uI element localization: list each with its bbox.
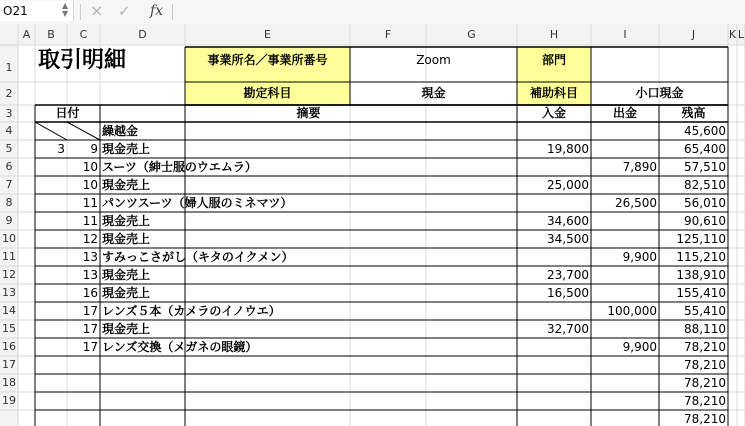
deposit-cell[interactable] [517,356,591,374]
row-header-17[interactable]: 17 [2,358,16,371]
withdrawal-cell[interactable] [591,392,659,410]
deposit-cell[interactable] [517,338,591,356]
balance-cell[interactable]: 45,600 [684,124,726,138]
column-header-g[interactable]: G [467,28,476,41]
day-cell[interactable]: 9 [90,142,98,156]
formula-bar [0,0,745,25]
description-cell[interactable]: 現金売上 [102,142,151,156]
deposit-cell[interactable]: 32,700 [547,322,589,336]
row-header-13[interactable]: 13 [2,286,16,299]
deposit-cell[interactable]: 19,800 [547,142,589,156]
row-header-10[interactable]: 10 [2,232,16,245]
column-header-j[interactable]: J [691,28,696,41]
withdrawal-cell[interactable] [591,140,659,158]
deposit-cell[interactable] [517,122,591,140]
month-cell[interactable]: 3 [57,142,65,156]
month-cell[interactable] [35,230,67,248]
deposit-cell[interactable] [517,374,591,392]
day-cell[interactable] [67,356,100,374]
withdrawal-cell[interactable]: 26,500 [615,196,657,210]
description-cell[interactable]: 現金売上 [102,232,151,246]
row-header-4[interactable]: 4 [5,124,13,137]
balance-cell[interactable]: 55,410 [684,304,726,318]
name-box-dropdown-icon[interactable]: ▲ ▼ [62,1,69,18]
month-cell[interactable] [35,338,67,356]
deposit-cell[interactable]: 34,500 [547,232,589,246]
deposit-cell[interactable] [517,194,591,212]
day-cell[interactable] [67,392,100,410]
day-cell[interactable]: 12 [82,232,98,246]
row-header-19[interactable]: 19 [2,394,16,407]
balance-cell[interactable]: 57,510 [684,160,726,174]
withdrawal-cell[interactable] [591,230,659,248]
balance-cell[interactable]: 56,010 [684,196,726,210]
date-header: 日付 [55,106,80,120]
row-header-14[interactable]: 14 [2,304,16,317]
withdrawal-cell[interactable]: 9,900 [622,340,657,354]
deposit-cell[interactable] [517,392,591,410]
balance-cell[interactable]: 78,210 [684,394,726,408]
deposit-cell[interactable]: 34,600 [547,214,589,228]
month-cell[interactable] [35,122,67,140]
column-header-b[interactable]: B [47,28,55,41]
balance-cell[interactable]: 88,110 [684,322,726,336]
balance-cell[interactable]: 138,910 [676,268,726,282]
sub-account-value[interactable]: 小口現金 [635,86,684,100]
column-header-i[interactable]: I [623,28,627,41]
balance-cell[interactable]: 115,210 [676,250,726,264]
day-cell[interactable]: 13 [82,268,98,282]
insert-function-icon[interactable]: fx [150,3,164,19]
month-cell[interactable] [35,248,67,266]
in-header: 入金 [541,106,566,120]
row-header-9[interactable]: 9 [5,214,13,227]
withdrawal-cell[interactable] [591,212,659,230]
balance-cell[interactable]: 155,410 [676,286,726,300]
day-cell[interactable]: 17 [82,304,98,318]
balance-cell[interactable]: 90,610 [684,214,726,228]
withdrawal-cell[interactable] [591,266,659,284]
day-cell[interactable]: 16 [82,286,98,300]
balance-cell[interactable]: 65,400 [684,142,726,156]
dept-label: 部門 [541,53,566,67]
deposit-cell[interactable] [517,302,591,320]
row-header-16[interactable]: 16 [2,340,16,353]
balance-cell[interactable]: 78,210 [684,412,726,426]
withdrawal-cell[interactable]: 100,000 [607,304,657,318]
withdrawal-cell[interactable] [591,122,659,140]
office-label: 事業所名／事業所番号 [207,53,328,67]
balance-cell[interactable]: 82,510 [684,178,726,192]
row-header-7[interactable]: 7 [5,178,13,191]
enter-icon[interactable]: ✓ [118,2,131,20]
day-cell[interactable]: 17 [82,340,98,354]
row-header-12[interactable]: 12 [2,268,16,281]
account-label: 勘定科目 [243,86,292,100]
column-header-l[interactable]: L [737,28,745,41]
month-cell[interactable] [35,302,67,320]
balance-cell[interactable]: 78,210 [684,358,726,372]
balance-cell[interactable]: 125,110 [676,232,726,246]
day-cell[interactable]: 11 [82,196,98,210]
out-header: 出金 [612,106,637,120]
deposit-cell[interactable]: 23,700 [547,268,589,282]
month-cell[interactable] [35,374,67,392]
deposit-cell[interactable]: 16,500 [547,286,589,300]
formula-input[interactable] [175,2,735,22]
description-cell[interactable]: 繰越金 [102,124,139,138]
month-cell[interactable] [35,212,67,230]
column-header-d[interactable]: D [138,28,147,41]
day-cell[interactable] [67,374,100,392]
description-cell[interactable] [102,374,517,392]
cancel-icon[interactable]: × [90,1,104,20]
description-cell[interactable] [102,356,517,374]
month-cell[interactable] [35,392,67,410]
sub-account-label: 補助科目 [529,86,578,100]
balance-cell[interactable]: 78,210 [684,376,726,390]
description-cell[interactable]: パンツスーツ（婦人服のミネマツ） [102,196,293,210]
row-header-18[interactable]: 18 [2,376,16,389]
description-cell[interactable]: 現金売上 [102,286,151,300]
withdrawal-cell[interactable] [591,374,659,392]
description-cell[interactable]: 現金売上 [102,322,151,336]
row-header-3[interactable]: 3 [5,107,13,120]
column-header-f[interactable]: F [384,28,392,41]
day-cell[interactable]: 11 [82,214,98,228]
name-box[interactable]: O21 [0,1,74,21]
withdrawal-cell[interactable]: 9,900 [622,250,657,264]
withdrawal-cell[interactable] [591,176,659,194]
row-header-5[interactable]: 5 [5,142,13,155]
description-cell[interactable]: レンズ５本（カメラのイノウエ） [102,304,281,318]
day-cell[interactable]: 10 [82,160,98,174]
column-header-h[interactable]: H [549,28,559,41]
description-cell[interactable]: すみっこさがし（キタのイクメン） [102,250,294,264]
month-cell[interactable] [35,356,67,374]
row-header-6[interactable]: 6 [5,160,13,173]
description-cell[interactable]: レンズ交換（メガネの眼鏡） [102,340,258,354]
spreadsheet-grid[interactable] [0,24,745,426]
row-header-2[interactable]: 2 [5,87,13,100]
row-header-8[interactable]: 8 [5,196,13,209]
column-header-k[interactable]: K [728,28,737,41]
month-cell[interactable] [35,158,67,176]
withdrawal-cell[interactable] [591,320,659,338]
month-cell[interactable] [35,284,67,302]
description-cell[interactable]: 現金売上 [102,178,151,192]
deposit-cell[interactable]: 25,000 [547,178,589,192]
dept-value[interactable] [591,47,728,82]
formula-bar-divider [80,4,81,20]
withdrawal-cell[interactable] [591,356,659,374]
formula-bar-divider [172,4,173,20]
account-value[interactable]: 現金 [421,86,446,100]
balance-header: 残高 [681,106,706,120]
month-cell[interactable] [35,194,67,212]
description-cell[interactable] [102,392,517,410]
page-title: 取引明細 [38,48,127,73]
column-header-a[interactable]: A [22,28,31,41]
day-cell[interactable]: 13 [82,250,98,264]
withdrawal-cell[interactable]: 7,890 [622,160,657,174]
withdrawal-cell[interactable] [591,284,659,302]
desc-header: 摘要 [296,106,321,120]
row-header-15[interactable]: 15 [2,322,16,335]
row-header-1[interactable]: 1 [5,61,13,74]
description-cell[interactable]: スーツ（紳士服のウエムラ） [102,160,257,174]
description-cell[interactable]: 現金売上 [102,268,151,282]
day-cell[interactable]: 17 [82,322,98,336]
row-header-11[interactable]: 11 [2,250,16,263]
column-header-e[interactable]: E [264,28,271,41]
office-value[interactable]: Zoom [416,53,451,67]
description-cell[interactable]: 現金売上 [102,214,151,228]
balance-cell[interactable]: 78,210 [684,340,726,354]
day-cell[interactable] [67,122,100,140]
day-cell[interactable]: 10 [82,178,98,192]
month-cell[interactable] [35,266,67,284]
month-cell[interactable] [35,320,67,338]
deposit-cell[interactable] [517,158,591,176]
month-cell[interactable] [35,176,67,194]
column-header-c[interactable]: C [79,28,88,41]
deposit-cell[interactable] [517,248,591,266]
